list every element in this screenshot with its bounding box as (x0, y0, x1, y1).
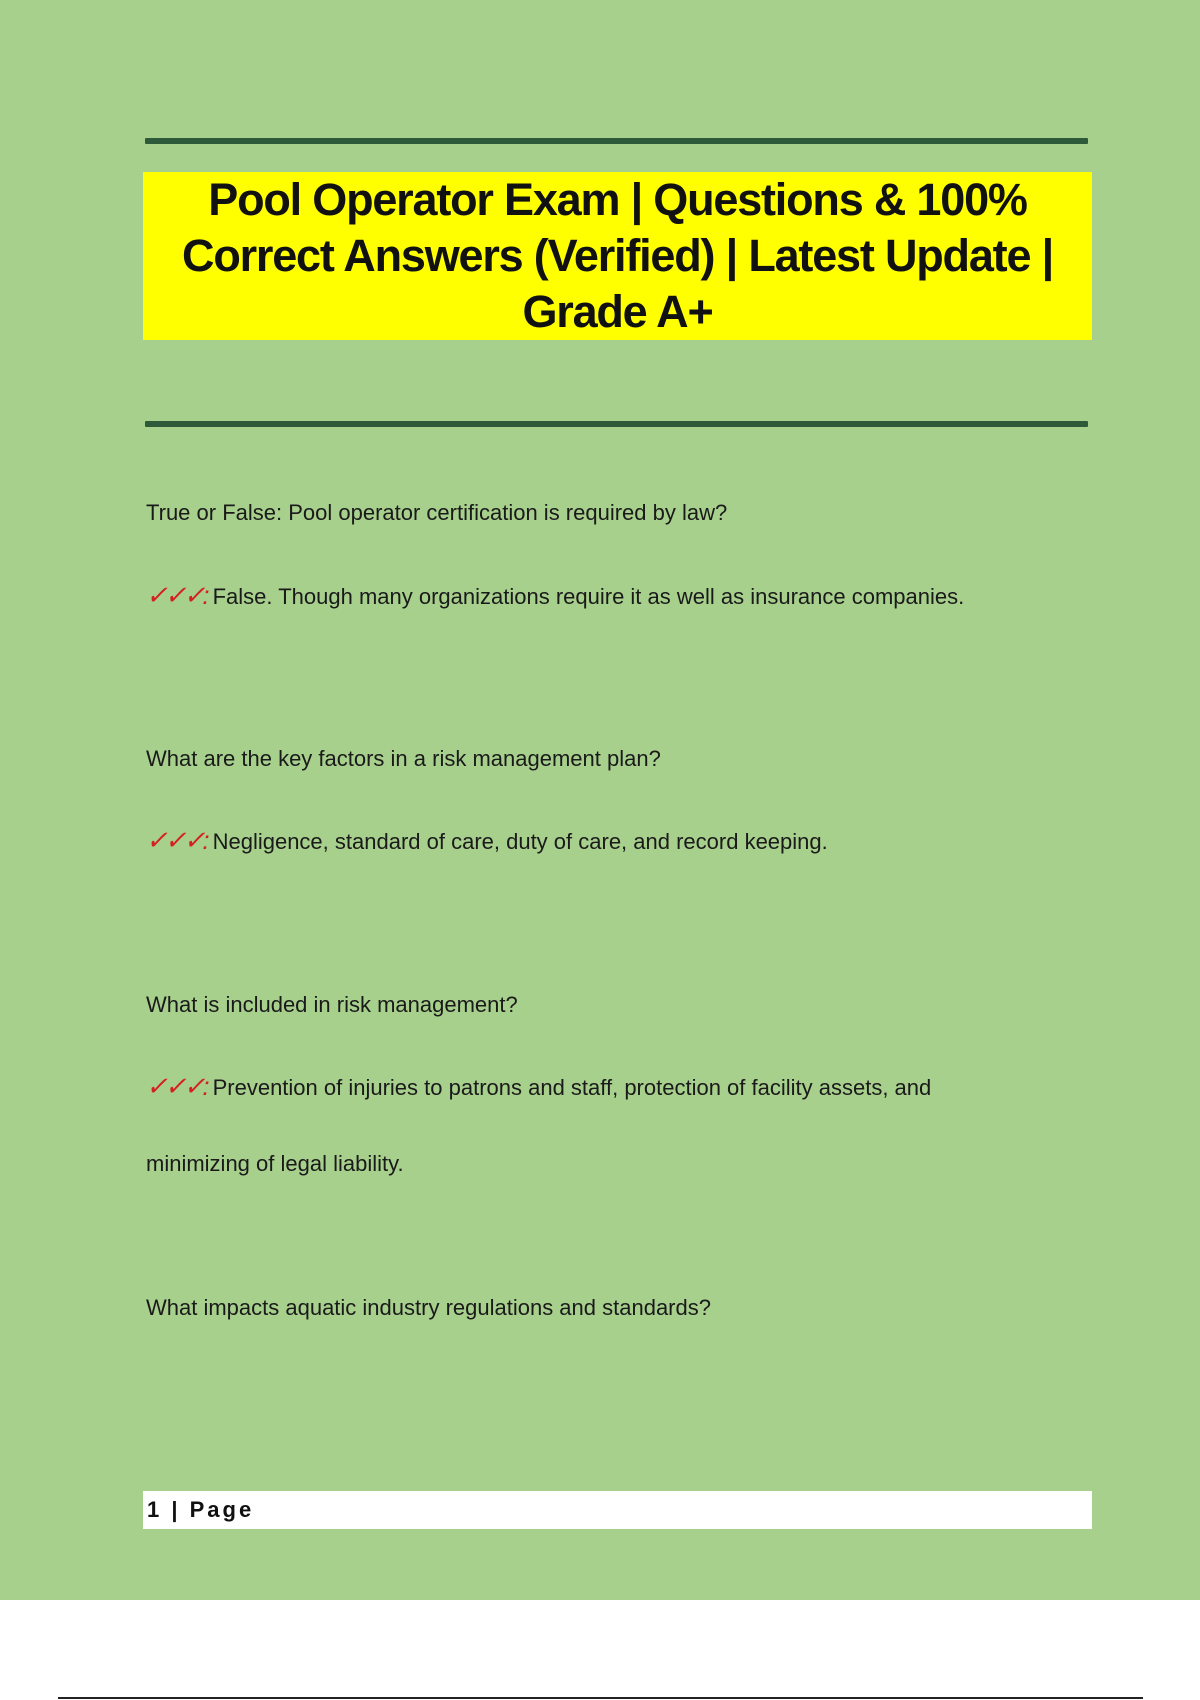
answer-3-continued: minimizing of legal liability. (146, 1151, 404, 1176)
answer-3-text: Prevention of injuries to patrons and staff, protection of facility assets, and (212, 1075, 932, 1100)
page-separator (58, 1697, 1143, 1699)
question-4: What impacts aquatic industry regulations and standards? (146, 1295, 711, 1320)
bottom-divider (145, 421, 1088, 427)
check-mark-icon: ✓✓✓: (146, 1071, 207, 1101)
check-mark-icon: ✓✓✓: (146, 580, 207, 610)
check-mark-icon: ✓✓✓: (146, 825, 207, 855)
page-number: 1 | Page (147, 1497, 255, 1522)
title-banner (143, 172, 1092, 340)
answer-1 (146, 580, 964, 611)
page-footer (143, 1491, 1092, 1529)
answer-2 (146, 825, 828, 856)
top-divider (145, 138, 1088, 144)
question-2: What are the key factors in a risk management plan? (146, 746, 661, 771)
question-1: True or False: Pool operator certification is required by law? (146, 500, 728, 525)
answer-1-text: False. Though many organizations require it as well as insurance companies. (212, 584, 965, 609)
question-3: What is included in risk management? (146, 992, 518, 1017)
answer-3 (146, 1071, 931, 1102)
document-title: Pool Operator Exam | Questions & 100% Correct Answers (Verified) | Latest Update | Grade A+ (182, 174, 1053, 337)
answer-2-text: Negligence, standard of care, duty of care, and record keeping. (212, 829, 828, 854)
